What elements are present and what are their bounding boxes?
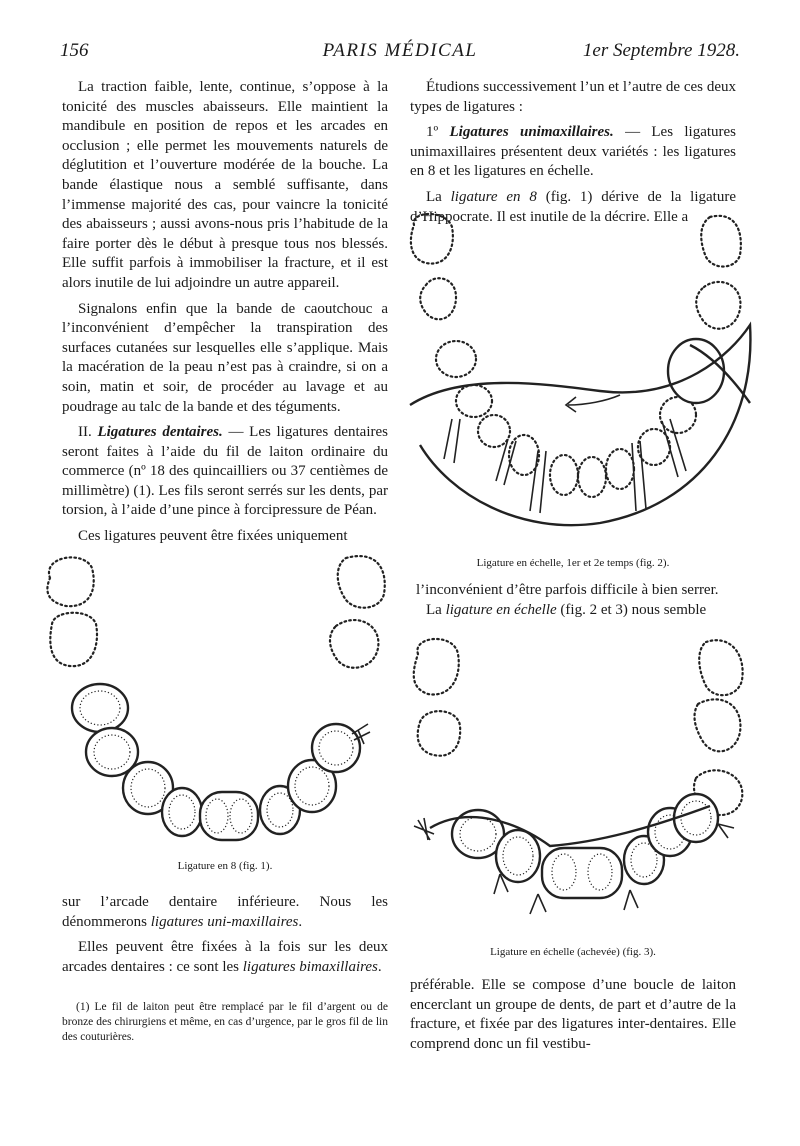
wired-tooth-group: [542, 848, 622, 898]
figure-3-caption: Ligature en échelle (achevée) (fig. 3).: [490, 946, 656, 958]
right-column-middle: [410, 581, 736, 620]
dotted-tooth: [338, 556, 385, 608]
section-2-paragraph: [62, 423, 388, 521]
subsection-paragraph: [410, 123, 736, 182]
figure-3-drawing: [400, 628, 760, 928]
section-number: II.: [78, 424, 92, 441]
journal-title: PARIS MÉDICAL: [322, 40, 478, 61]
paragraph: préférable. Elle se compose d’une boucle de laiton encerclant un groupe de dents, de part et d’autre de la fracture, et fixée par des ligatures inter-dentaires. Elle comprend donc un fil vestibu-: [410, 977, 736, 1052]
subsection-number: 1º: [426, 124, 439, 141]
text-run: Elles peuvent être fixées à la fois sur les deux arcades dentaires : ce sont les: [62, 939, 388, 975]
interdental-ligature: [662, 419, 686, 477]
ligature-tail: [624, 890, 638, 910]
dotted-tooth: [578, 457, 606, 497]
page-number: 156: [60, 40, 89, 61]
wire-twist: [414, 818, 434, 840]
footnote-text: (1) Le fil de laiton peut être remplacé par le fil d’argent ou de bronze des chirurgiens et même, en cas d’urgence, par le gros fil de lin des couturières.: [62, 1001, 388, 1043]
italic-term: ligatures bimaxillaires: [242, 958, 378, 975]
italic-term: ligatures uni-maxillaires: [150, 913, 299, 930]
right-column-bottom: [410, 976, 736, 1054]
wired-tooth: [162, 788, 202, 836]
paragraph: [62, 893, 388, 932]
text-run: La: [426, 601, 446, 618]
dotted-tooth: [606, 449, 634, 489]
text-run: (fig. 1) dérive de la ligature d’Hippocrate. Il est inutile de la décrire. Elle a: [410, 188, 736, 225]
interdental-ligature: [444, 419, 460, 463]
paragraph: [62, 938, 388, 977]
section-text: — Les ligatures dentaires seront faites à l’aide du fil de laiton ordinaire du commerce (nº 18 des quincailliers ou 37 centièmes de millimètre) (1). Les fils seront serrés sur les dents, par torsion, à l’aide d’une pince à forcipressure de Péan.: [62, 424, 389, 519]
dotted-tooth: [420, 278, 456, 319]
dotted-tooth: [701, 216, 741, 267]
dotted-tooth: [695, 699, 741, 751]
figure-1-caption: Ligature en 8 (fig. 1).: [177, 860, 273, 872]
section-title: Ligatures dentaires.: [97, 424, 223, 441]
dotted-tooth: [456, 385, 492, 417]
dotted-tooth: [50, 613, 97, 666]
figure-2-drawing: [400, 205, 760, 545]
dotted-tooth: [411, 214, 453, 264]
paragraph: l’inconvénient d’être parfois difficile à bien serrer.: [416, 582, 719, 598]
paragraph: [410, 601, 736, 621]
page-header: [60, 40, 740, 66]
dotted-tooth: [47, 557, 93, 606]
text-run: La: [426, 188, 451, 205]
dotted-tooth: [418, 711, 460, 756]
text-run: .: [377, 958, 382, 975]
issue-date: 1er Septembre 1928.: [582, 40, 740, 61]
dotted-tooth: [509, 435, 539, 475]
figure-2-caption: Ligature en échelle, 1er et 2e temps (fig. 2).: [476, 557, 670, 569]
figure-1-drawing: [36, 548, 396, 848]
paragraph: La traction faible, lente, continue, s’oppose à la tonicité des muscles abaisseurs. Elle maintient la mandibule en position de repos et les arcades en occlusion ; elle permet les mouvements naturels de déglutition et l’ouverture modérée de la bouche. La bande élastique nous a semblé suffisante, dans l’immense majorité des cas, pour vaincre la tonicité des abaisseurs ; aussi avons-nous pris l’habitude de la faire porter dès le début à presque tous nos blessés. Elle suffit parfois à immobiliser la fracture, et il est alors inutile de lui adjoindre un autre appareil.: [62, 79, 388, 291]
text-run: .: [298, 913, 303, 930]
text-run: sur l’arcade dentaire inférieure. Nous les dénommerons: [62, 894, 388, 930]
dotted-tooth: [699, 640, 742, 695]
dotted-tooth: [330, 620, 378, 668]
dotted-tooth: [436, 341, 476, 377]
text-run: — Les ligatures unimaxillaires présentent deux variétés : les ligatures en 8 et les ligatures en échelle.: [410, 124, 737, 180]
subsection-title: Ligatures unimaxillaires.: [449, 124, 614, 141]
dotted-tooth: [414, 639, 459, 695]
ligature-tail: [530, 894, 546, 914]
figure-3: [400, 628, 760, 928]
dotted-tooth: [550, 455, 578, 495]
paragraph: Signalons enfin que la bande de caoutchouc a l’inconvénient d’empêcher la transpiration des surfaces cutanées sur lesquelles elle s’applique. Mais la macération de la peau n’est pas à craindre, si on a soin, matin et soir, de procéder au lavage et au poudrage au talc de la bande et des téguments.: [62, 300, 388, 415]
dotted-tooth: [696, 282, 740, 329]
wired-tooth-pair: [200, 792, 258, 840]
left-column-bottom: [62, 893, 388, 977]
paragraph: Étudions successivement l’un et l’autre de ces deux types de ligatures :: [410, 79, 736, 115]
text-run: (fig. 2 et 3) nous semble: [556, 601, 707, 618]
figure-1: [36, 548, 396, 848]
figure-2: [400, 205, 760, 545]
italic-term: ligature en 8: [450, 188, 537, 205]
footnote: [62, 1000, 388, 1045]
direction-arrow: [568, 395, 620, 405]
dotted-tooth: [478, 415, 510, 447]
left-column-top: [62, 78, 388, 547]
paragraph: Ces ligatures peuvent être fixées uniquement: [78, 528, 348, 545]
italic-term: ligature en échelle: [445, 601, 557, 618]
ligature-tail: [718, 824, 734, 838]
